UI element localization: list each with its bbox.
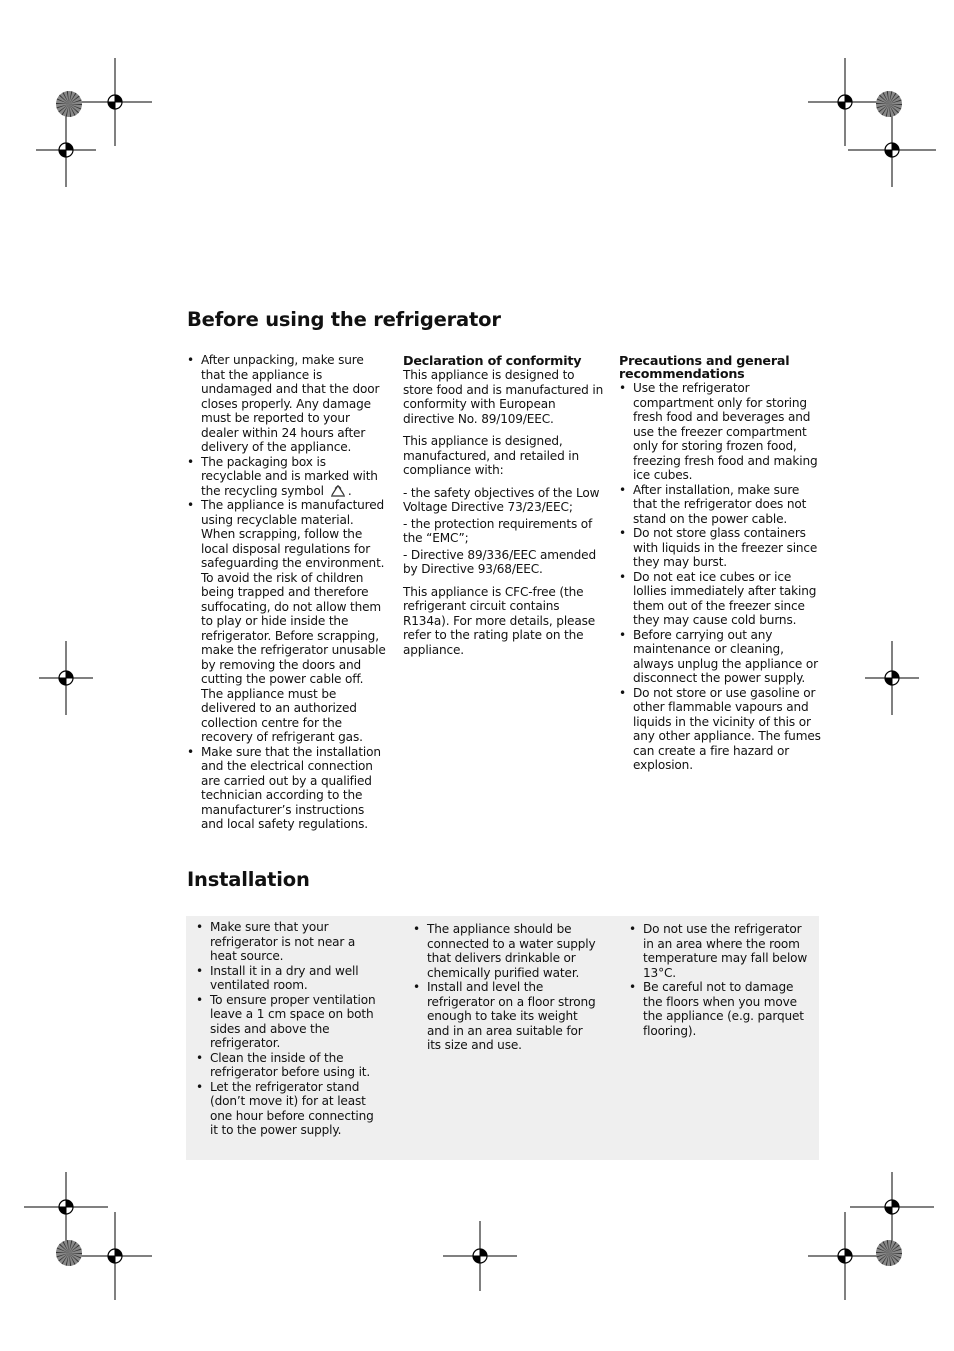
list-item: • Make sure that your refrigerator is not near a heat source. <box>196 920 356 963</box>
color-registration-star-icon <box>876 91 902 117</box>
installation-list-2 <box>413 922 599 1053</box>
installation-column-3 <box>629 922 811 1038</box>
color-registration-star-icon <box>56 91 82 117</box>
before-column-1 <box>187 353 387 832</box>
registration-cross-icon <box>865 641 919 715</box>
registration-cross-icon <box>443 1221 517 1291</box>
paragraph: - the safety objectives of the Low Voltage Directive 73/23/EEC; <box>403 485 600 514</box>
list-item: • Do not store glass containers with liquids in the freezer since they may burst. <box>619 526 818 569</box>
before-list-1 <box>187 353 387 832</box>
list-item: • Do not use the refrigerator in an area where the room temperature may fall below 13°C. <box>629 922 808 980</box>
paragraph: This appliance is designed to store food and is manufactured in conformity with European directive No. 89/109/EEC. <box>403 368 604 426</box>
color-registration-star-icon <box>56 1240 82 1266</box>
list-item: • Do not store or use gasoline or other flammable vapours and liquids in the vicinity of this or any other appliance. The fumes can create a fire hazard or explosion. <box>619 685 821 772</box>
paragraph: - Directive 89/336/EEC amended by Directive 93/68/EEC. <box>403 547 597 576</box>
heading-precautions: Precautions and general recommendations <box>619 353 790 381</box>
recycling-symbol-icon <box>328 484 348 498</box>
registration-cross-icon <box>808 1212 882 1300</box>
list-item: • Install and level the refrigerator on a floor strong enough to take its weight and in an area suitable for its size and use. <box>413 980 596 1052</box>
list-item: • Be careful not to damage the floors when you move the appliance (e.g. parquet flooring). <box>629 980 804 1038</box>
section-title-installation: Installation <box>187 868 310 891</box>
installation-column-1 <box>196 920 382 1138</box>
list-item: • Make sure that the installation and the electrical connection are carried out by a qualified technician according to the manufacturer’s instructions and local safety regulations. <box>187 744 381 831</box>
before-column-2 <box>403 354 604 665</box>
registration-cross-icon <box>848 113 936 187</box>
list-item: • The packaging box is recyclable and is marked with the recycling symbol . <box>187 454 378 498</box>
heading-declaration-of-conformity: Declaration of conformity <box>403 353 582 368</box>
list-item: • Install it in a dry and well ventilated room. <box>196 963 359 992</box>
list-item: • Clean the inside of the refrigerator before using it. <box>196 1050 371 1079</box>
section-title-before-using: Before using the refrigerator <box>187 308 501 331</box>
list-item: • The appliance is manufactured using recyclable material. When scrapping, follow the local disposal regulations for safeguarding the environment. To avoid the risk of children being trapped and therefore suffocating, do not allow them to play or hide inside the refrigerator. Before scrapping, make the refrigerator unusable by removing the doors and cutting the power cable off. The appliance must be delivered to an authorized collection centre for the recovery of refrigerant gas. <box>187 498 386 744</box>
installation-list-1 <box>196 920 382 1138</box>
list-item: • Let the refrigerator stand (don’t move it) for at least one hour before connecting it to the power supply. <box>196 1079 374 1137</box>
list-item: • Use the refrigerator compartment only for storing fresh food and beverages and use the freezer compartment only for storing frozen food, freezing fresh food and making ice cubes. <box>619 381 818 482</box>
list-item: • After installation, make sure that the refrigerator does not stand on the power cable. <box>619 482 807 526</box>
paragraph: - the protection requirements of the “EMC”; <box>403 516 593 545</box>
color-registration-star-icon <box>876 1240 902 1266</box>
list-item: • To ensure proper ventilation leave a 1 cm space on both sides and above the refrigerator. <box>196 992 376 1050</box>
registration-cross-icon <box>36 113 96 187</box>
paragraph: This appliance is designed, manufactured, and retailed in compliance with: <box>403 434 580 477</box>
installation-column-2 <box>413 922 599 1053</box>
list-item: • Before carrying out any maintenance or cleaning, always unplug the appliance or disconnect the power supply. <box>619 627 818 685</box>
registration-cross-icon <box>78 1212 152 1300</box>
list-item: • After unpacking, make sure that the appliance is undamaged and that the door closes properly. Any damage must be reported to your dealer within 24 hours after delivery of the appliance. <box>187 353 380 454</box>
installation-list-3 <box>629 922 811 1038</box>
paragraph: This appliance is CFC-free (the refrigerant circuit contains R134a). For more details, please refer to the rating plate on the appliance. <box>403 584 596 657</box>
list-item: • The appliance should be connected to a water supply that delivers drinkable or chemically purified water. <box>413 922 596 980</box>
registration-cross-icon <box>39 641 93 715</box>
before-list-3 <box>619 381 822 773</box>
before-column-3 <box>619 354 822 773</box>
list-item: • Do not eat ice cubes or ice lollies immediately after taking them out of the freezer since they may cause cold burns. <box>619 569 817 627</box>
